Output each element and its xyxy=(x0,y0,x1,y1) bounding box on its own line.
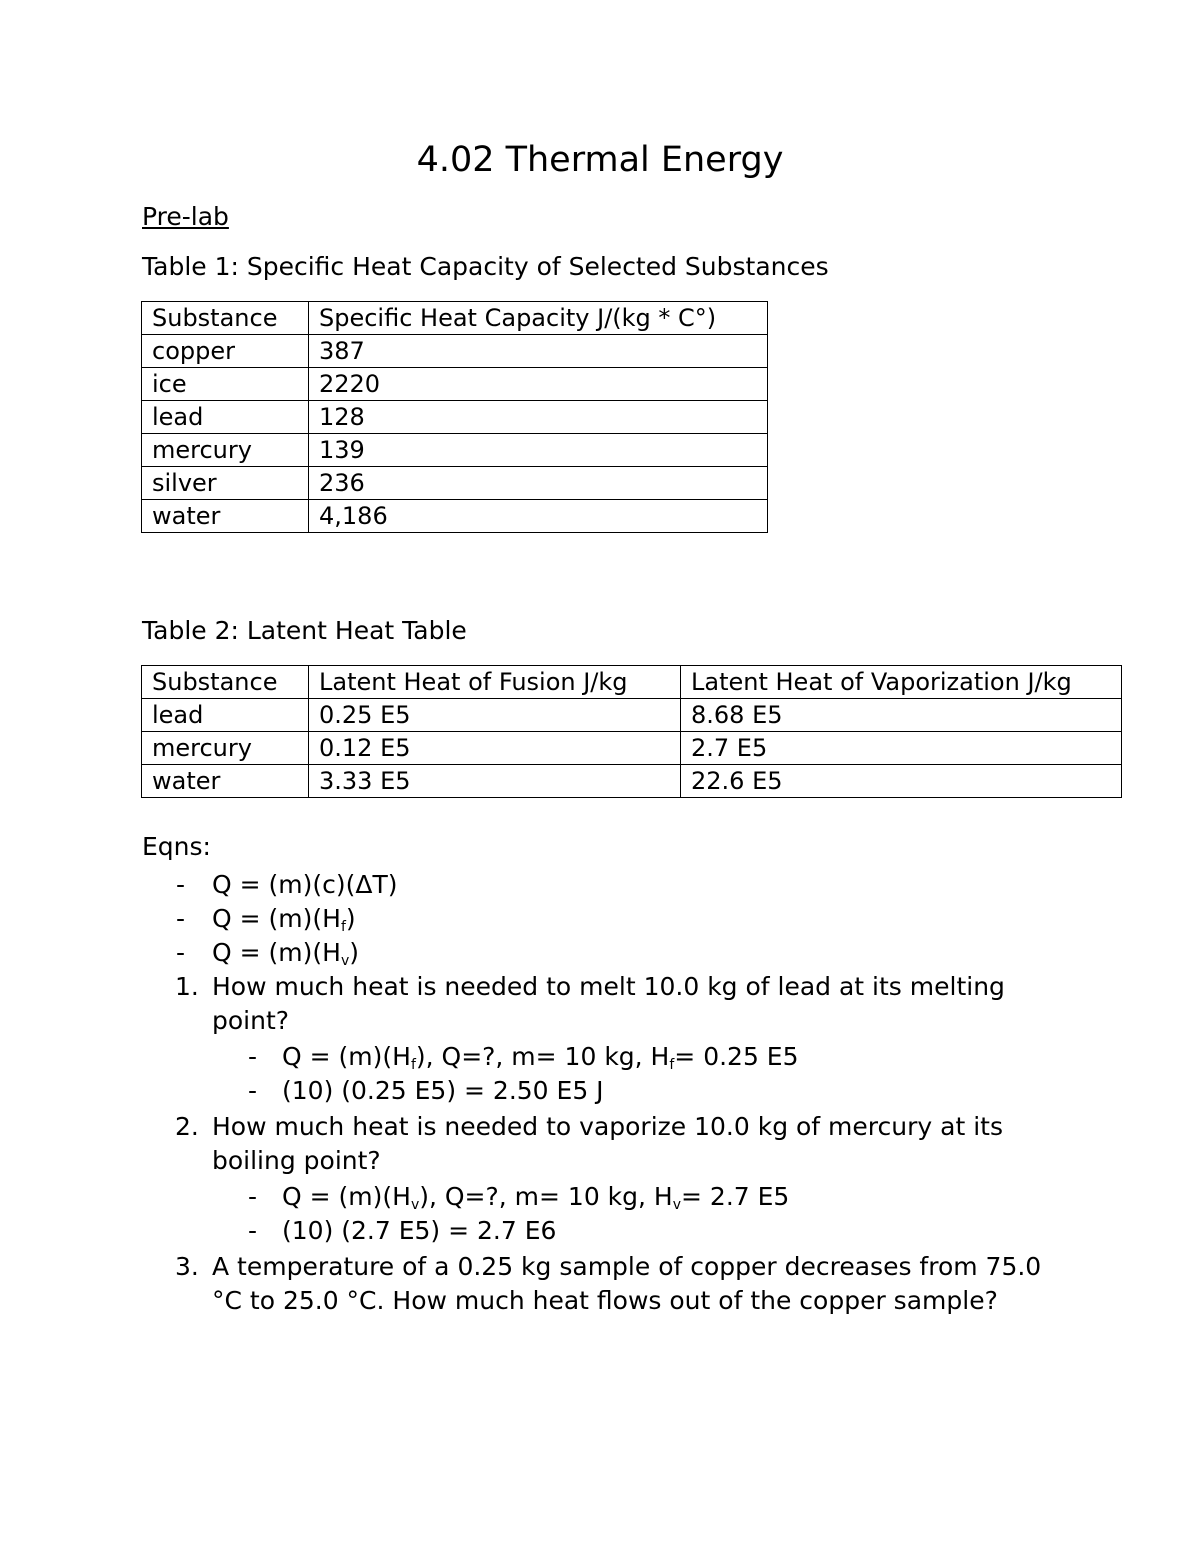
dash-bullet: - xyxy=(248,1182,258,1211)
value-cell: 387 xyxy=(309,335,768,368)
table2-caption: Table 2: Latent Heat Table xyxy=(142,616,467,645)
question-item xyxy=(142,1250,1072,1318)
vaporization-cell: 22.6 E5 xyxy=(681,765,1122,798)
answer-text: Q = (m)(H xyxy=(282,1042,411,1071)
fusion-cell: 3.33 E5 xyxy=(309,765,681,798)
question-text: How much heat is needed to melt 10.0 kg of lead at its melting point? xyxy=(212,972,1005,1035)
equations-and-questions xyxy=(142,830,1072,1318)
specific-heat-table xyxy=(141,301,768,533)
question-text: A temperature of a 0.25 kg sample of copper decreases from 75.0 °C to 25.0 °C. How much heat flows out of the copper sample? xyxy=(212,1252,1042,1315)
table-header-cell: Latent Heat of Fusion J/kg xyxy=(309,666,681,699)
answer-text: = 2.7 E5 xyxy=(681,1182,790,1211)
answer-text: = 0.25 E5 xyxy=(674,1042,799,1071)
substance-cell: water xyxy=(142,765,309,798)
answer-subscript: f xyxy=(669,1057,675,1073)
table-row xyxy=(142,401,768,434)
equation-subscript: f xyxy=(340,919,346,935)
table-header-cell: Substance xyxy=(142,302,309,335)
answer-subscript: v xyxy=(410,1197,420,1213)
substance-cell: copper xyxy=(142,335,309,368)
equation-list xyxy=(142,868,1072,970)
equation-item xyxy=(142,936,1072,970)
vaporization-cell: 2.7 E5 xyxy=(681,732,1122,765)
fusion-cell: 0.25 E5 xyxy=(309,699,681,732)
equation-tail: ) xyxy=(349,938,359,967)
section-heading: Pre-lab xyxy=(142,202,229,231)
substance-cell: silver xyxy=(142,467,309,500)
substance-cell: mercury xyxy=(142,434,309,467)
table-row xyxy=(142,335,768,368)
table-header-cell: Latent Heat of Vaporization J/kg xyxy=(681,666,1122,699)
answer-item xyxy=(212,1074,1072,1108)
question-number: 1. xyxy=(175,972,199,1001)
question-number: 3. xyxy=(175,1252,199,1281)
table-row xyxy=(142,368,768,401)
equation-text: Q = (m)(H xyxy=(212,938,341,967)
equations-label: Eqns: xyxy=(142,832,211,861)
question-list xyxy=(142,970,1072,1318)
vaporization-cell: 8.68 E5 xyxy=(681,699,1122,732)
equation-subscript: v xyxy=(340,953,350,969)
table-header-cell: Substance xyxy=(142,666,309,699)
answer-text: (10) (0.25 E5) = 2.50 E5 J xyxy=(282,1076,604,1105)
equation-tail: ) xyxy=(345,904,356,933)
equation-item xyxy=(142,868,1072,902)
table-row xyxy=(142,732,1122,765)
equation-item xyxy=(142,902,1072,936)
question-text: How much heat is needed to vaporize 10.0 kg of mercury at its boiling point? xyxy=(212,1112,1003,1175)
answer-text: ), Q=?, m= 10 kg, H xyxy=(415,1042,670,1071)
answer-list xyxy=(212,1180,1072,1248)
table-header-row xyxy=(142,666,1122,699)
table-row xyxy=(142,434,768,467)
answer-text: (10) (2.7 E5) = 2.7 E6 xyxy=(282,1216,557,1245)
substance-cell: lead xyxy=(142,401,309,434)
value-cell: 236 xyxy=(309,467,768,500)
table-row xyxy=(142,467,768,500)
dash-bullet: - xyxy=(176,870,186,899)
question-item xyxy=(142,970,1072,1108)
page-title: 4.02 Thermal Energy xyxy=(416,140,784,180)
equation-text: Q = (m)(H xyxy=(212,904,341,933)
latent-heat-table xyxy=(141,665,1122,798)
fusion-cell: 0.12 E5 xyxy=(309,732,681,765)
table-row xyxy=(142,699,1122,732)
value-cell: 4,186 xyxy=(309,500,768,533)
substance-cell: lead xyxy=(142,699,309,732)
answer-subscript: f xyxy=(410,1057,416,1073)
equation-text: Q = (m)(c)(ΔT) xyxy=(212,870,398,899)
answer-item xyxy=(212,1214,1072,1248)
table-header-row xyxy=(142,302,768,335)
dash-bullet: - xyxy=(176,938,186,967)
dash-bullet: - xyxy=(176,904,186,933)
value-cell: 2220 xyxy=(309,368,768,401)
question-item xyxy=(142,1110,1072,1248)
dash-bullet: - xyxy=(248,1076,258,1105)
table-row xyxy=(142,500,768,533)
question-number: 2. xyxy=(175,1112,199,1141)
dash-bullet: - xyxy=(248,1042,258,1071)
substance-cell: ice xyxy=(142,368,309,401)
table-row xyxy=(142,765,1122,798)
value-cell: 128 xyxy=(309,401,768,434)
answer-text: Q = (m)(H xyxy=(282,1182,411,1211)
table-header-cell: Specific Heat Capacity J/(kg * C°) xyxy=(309,302,768,335)
answer-item xyxy=(212,1180,1072,1214)
value-cell: 139 xyxy=(309,434,768,467)
answer-item xyxy=(212,1040,1072,1074)
substance-cell: mercury xyxy=(142,732,309,765)
answer-subscript: v xyxy=(672,1197,682,1213)
answer-text: ), Q=?, m= 10 kg, H xyxy=(419,1182,673,1211)
substance-cell: water xyxy=(142,500,309,533)
answer-list xyxy=(212,1040,1072,1108)
dash-bullet: - xyxy=(248,1216,258,1245)
table1-caption: Table 1: Specific Heat Capacity of Selected Substances xyxy=(142,252,829,281)
